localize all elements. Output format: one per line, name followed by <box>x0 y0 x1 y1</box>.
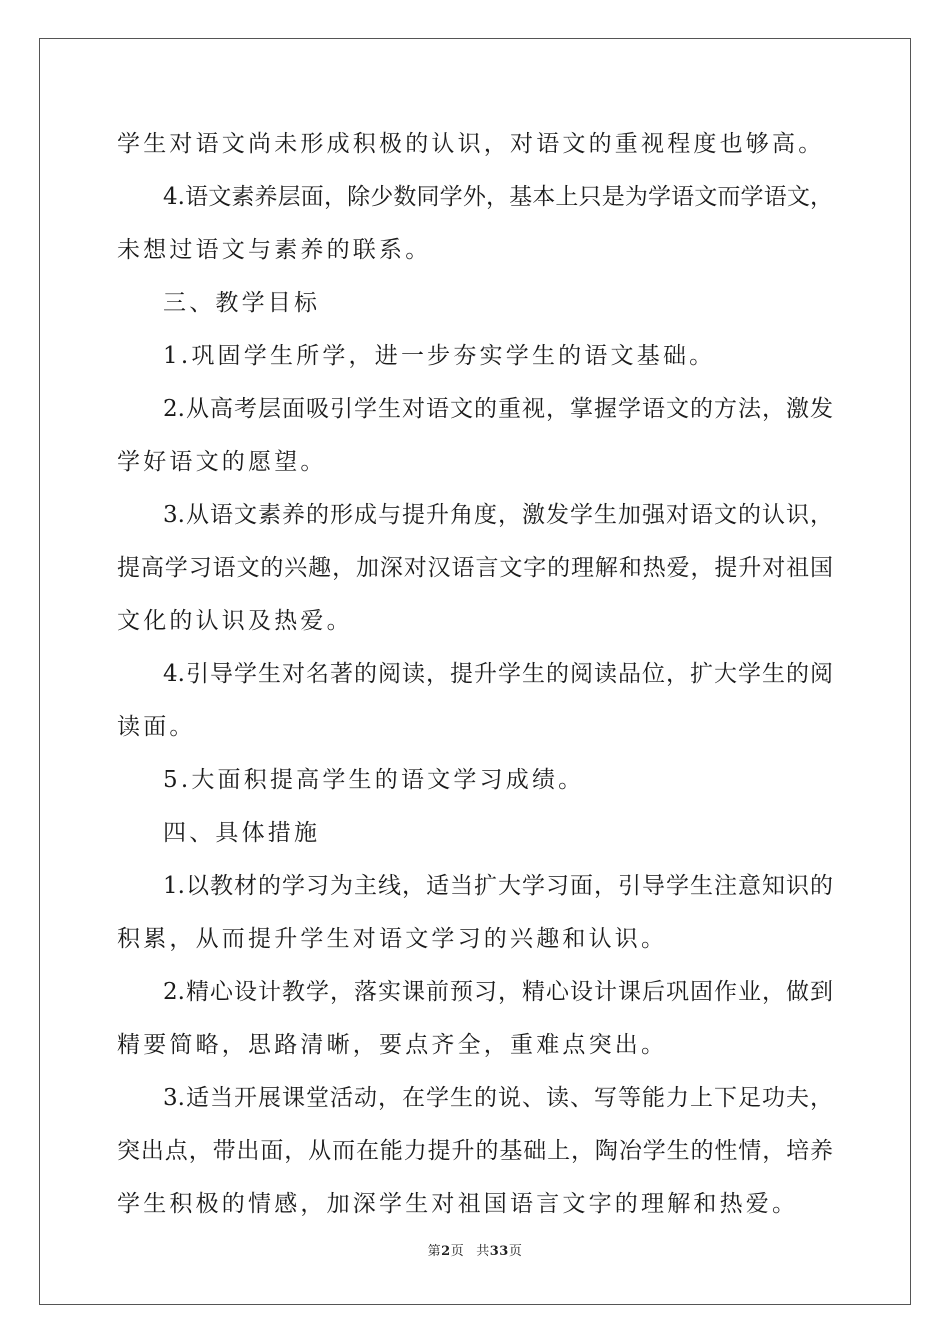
page-suffix: 页 <box>450 1244 465 1259</box>
body-text-line: 突出点，带出面，从而在能力提升的基础上，陶冶学生的性情，培养 <box>117 1138 833 1164</box>
body-text-line: 学生积极的情感，加深学生对祖国语言文字的理解和热爱。 <box>117 1191 799 1217</box>
body-text-line: 文化的认识及热爱。 <box>117 608 353 634</box>
total-prefix: 共 <box>476 1244 490 1259</box>
current-page-number: 2 <box>441 1244 451 1259</box>
body-text-line: 4.引导学生对名著的阅读，提升学生的阅读品位，扩大学生的阅 <box>163 661 833 687</box>
page-footer <box>0 1243 950 1261</box>
body-text-line: 4.语文素养层面，除少数同学外，基本上只是为学语文而学语文， <box>163 184 833 210</box>
body-text-line: 读面。 <box>117 714 196 740</box>
body-text-line: 学好语文的愿望。 <box>117 449 327 475</box>
total-suffix: 页 <box>508 1244 523 1259</box>
body-text-line: 未想过语文与素养的联系。 <box>117 237 432 263</box>
page-prefix: 第 <box>427 1244 442 1259</box>
body-text-line: 提高学习语文的兴趣，加深对汉语言文字的理解和热爱，提升对祖国 <box>117 555 833 581</box>
body-text-line: 5.大面积提高学生的语文学习成绩。 <box>163 767 585 793</box>
total-page-count: 33 <box>489 1244 509 1259</box>
section-heading: 四、具体措施 <box>163 820 321 846</box>
body-text-line: 2.精心设计教学，落实课前预习，精心设计课后巩固作业，做到 <box>163 979 833 1005</box>
body-text-line: 3.从语文素养的形成与提升角度，激发学生加强对语文的认识， <box>163 502 833 528</box>
body-text-line: 2.从高考层面吸引学生对语文的重视，掌握学语文的方法，激发 <box>163 396 833 422</box>
body-text-line: 学生对语文尚未形成积极的认识，对语文的重视程度也够高。 <box>117 131 825 157</box>
body-text-line: 精要简略，思路清晰，要点齐全，重难点突出。 <box>117 1032 668 1058</box>
section-heading: 三、教学目标 <box>163 290 321 316</box>
body-text-line: 3.适当开展课堂活动，在学生的说、读、写等能力上下足功夫， <box>163 1085 833 1111</box>
body-text-line: 积累，从而提升学生对语文学习的兴趣和认识。 <box>117 926 668 952</box>
body-text-line: 1.以教材的学习为主线，适当扩大学习面，引导学生注意知识的 <box>163 873 833 899</box>
body-text-line: 1.巩固学生所学，进一步夯实学生的语文基础。 <box>163 343 716 369</box>
